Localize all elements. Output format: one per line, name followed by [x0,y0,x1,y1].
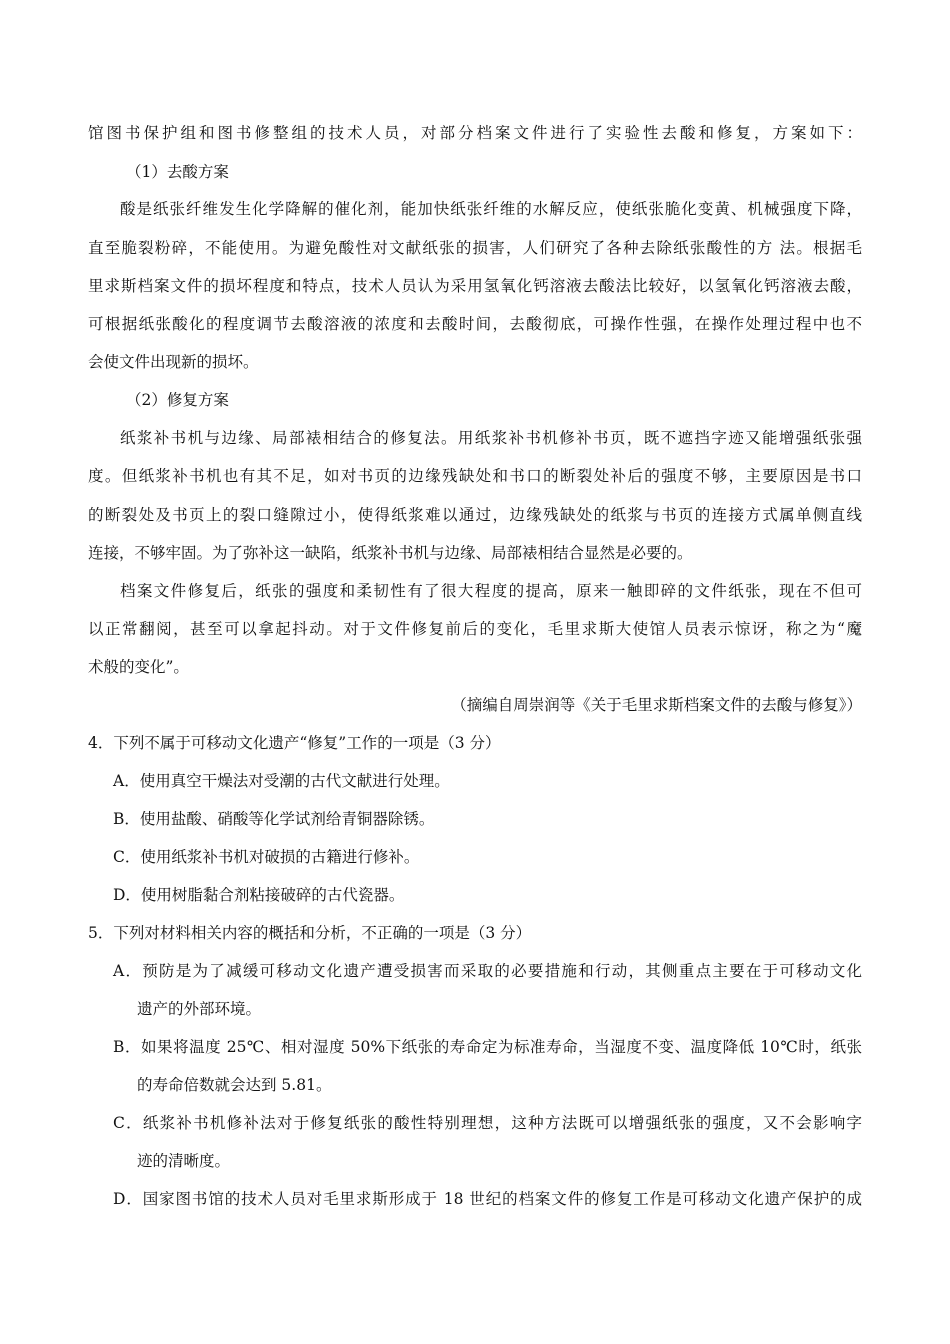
question-4-option-b: B．使用盐酸、硝酸等化学试剂给青铜器除锈。 [113,810,435,828]
question-5-option-a-cont: 遗产的外部环境。 [137,1000,262,1018]
section-heading-repair: （2）修复方案 [126,391,229,409]
paragraph-line: 术般的变化”。 [88,658,189,676]
paragraph-line: 以正常翻阅，甚至可以拿起抖动。对于文件修复前后的变化，毛里求斯大使馆人员表示惊讶，称之为“魔 [88,620,862,638]
question-5-option-b-cont: 的寿命倍数就会达到 5.81。 [137,1076,332,1094]
source-citation: （摘编自周崇润等《关于毛里求斯档案文件的去酸与修复》） [451,696,862,714]
paragraph-line: 里求斯档案文件的损坏程度和特点，技术人员认为采用氢氧化钙溶液去酸法比较好，以氢氧化钙溶液去酸， [88,277,862,295]
question-5-stem: 5．下列对材料相关内容的概括和分析，不正确的一项是（3 分） [88,924,532,942]
question-4-option-d: D．使用树脂黏合剂粘接破碎的古代瓷器。 [113,886,405,904]
paragraph-line: 直至脆裂粉碎，不能使用。为避免酸性对文献纸张的损害，人们研究了各种去除纸张酸性的方 法。根据毛 [88,239,862,257]
question-5-option-c-cont: 迹的清晰度。 [137,1152,231,1170]
intro-line: 馆图书保护组和图书修整组的技术人员，对部分档案文件进行了实验性去酸和修复，方案如下： [88,124,862,142]
paragraph-line: 连接，不够牢固。为了弥补这一缺陷，纸浆补书机与边缘、局部裱相结合显然是必要的。 [88,544,693,562]
section-heading-deacid: （1）去酸方案 [126,163,229,181]
paragraph-line: 会使文件出现新的损坏。 [88,353,259,371]
question-4-stem: 4．下列不属于可移动文化遗产“修复”工作的一项是（3 分） [88,734,501,752]
paragraph-line: 档案文件修复后，纸张的强度和柔韧性有了很大程度的提高，原来一触即碎的文件纸张，现在不但可 [120,582,862,600]
paragraph-line: 可根据纸张酸化的程度调节去酸溶液的浓度和去酸时间，去酸彻底，可操作性强，在操作处理过程中也不 [88,315,862,333]
question-5-option-a: A．预防是为了减缓可移动文化遗产遭受损害而采取的必要措施和行动，其侧重点主要在于可移动文化 [113,962,862,980]
question-4-option-c: C．使用纸浆补书机对破损的古籍进行修补。 [113,848,420,866]
paragraph-line: 的断裂处及书页上的裂口缝隙过小，使得纸浆难以通过，边缘残缺处的纸浆与书页的连接方式属单侧直线 [88,506,862,524]
question-5-option-b: B．如果将温度 25℃、相对湿度 50%下纸张的寿命定为标准寿命，当湿度不变、温度降低 10℃时，纸张 [113,1038,862,1056]
question-5-option-c: C．纸浆补书机修补法对于修复纸张的酸性特别理想，这种方法既可以增强纸张的强度，又不会影响字 [113,1114,862,1132]
paragraph-line: 度。但纸浆补书机也有其不足，如对书页的边缘残缺处和书口的断裂处补后的强度不够，主要原因是书口 [88,467,862,485]
paragraph-line: 纸浆补书机与边缘、局部裱相结合的修复法。用纸浆补书机修补书页，既不遮挡字迹又能增强纸张强 [120,429,862,447]
question-5-option-d: D．国家图书馆的技术人员对毛里求斯形成于 18 世纪的档案文件的修复工作是可移动文化遗产保护的成 [113,1190,862,1208]
paragraph-line: 酸是纸张纤维发生化学降解的催化剂，能加快纸张纤维的水解反应，使纸张脆化变黄、机械强度下降， [120,200,862,218]
question-4-option-a: A．使用真空干燥法对受潮的古代文献进行处理。 [113,772,450,790]
